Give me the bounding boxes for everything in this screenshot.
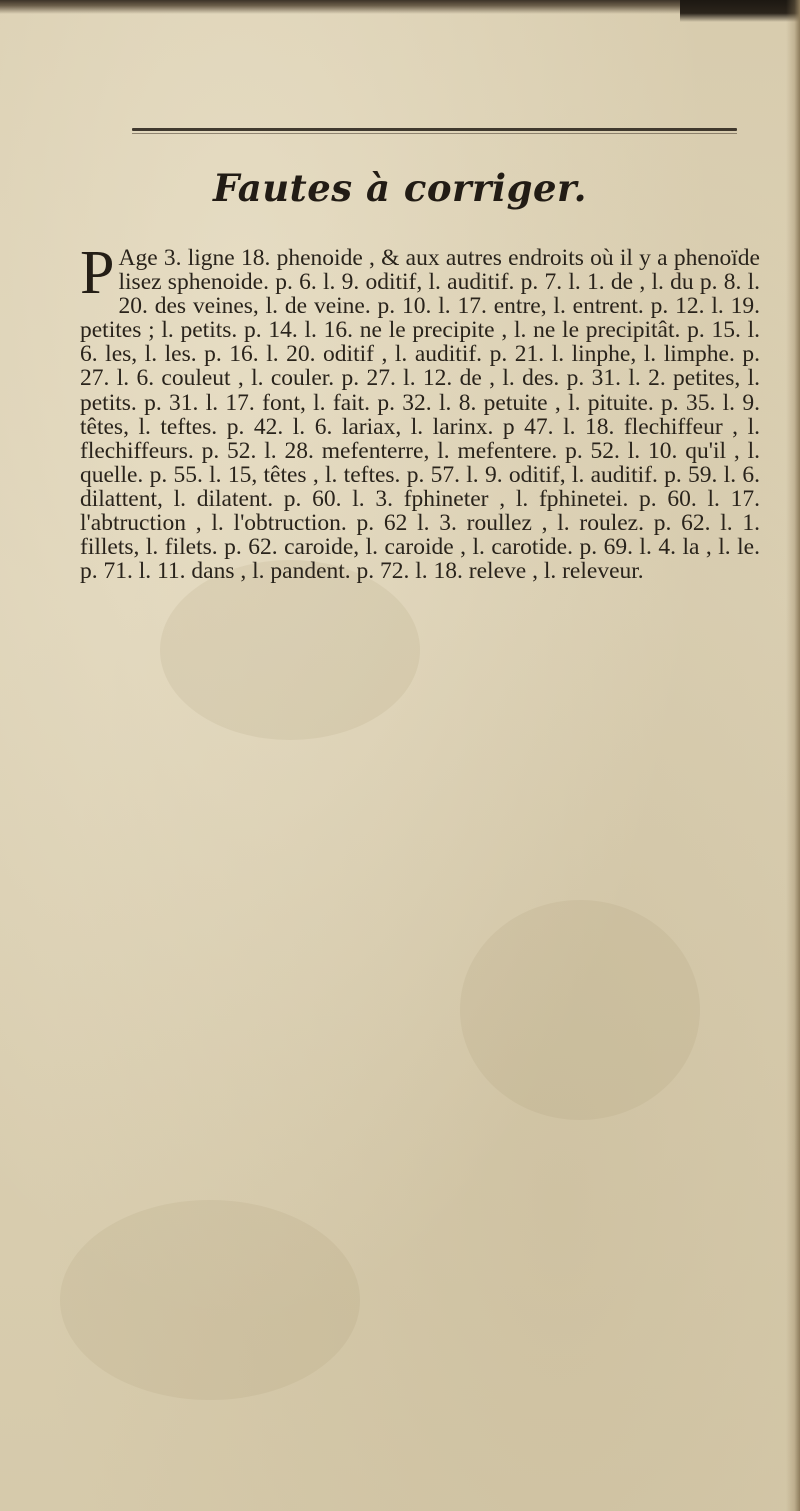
paper-stain [160, 560, 420, 740]
errata-text: Age 3. ligne 18. phenoide , & aux autres endroits où il y a phenoïde lisez sphenoide. p. 6. l. 9. oditif, l. auditif. p. 7. l. 1. de , l. du p. 8. l. 20. des veines, l. de veine. p. 10. l. 17. entre, l. entrent. p. 12. l. 19. petites ; l. petits. p. 14. l. 16. ne le precipite , l. ne le precipitât. p. 15. l. 6. les, l. les. p. 16. l. 20. oditif , l. auditif. p. 21. l. linphe, l. limphe. p. 27. l. 6. couleut , l. couler. p. 27. l. 12. de , l. des. p. 31. l. 2. petites, l. petits. p. 31. l. 17. font, l. fait. p. 32. l. 8. petuite , l. pituite. p. 35. l. 9. têtes, l. teftes. p. 42. l. 6. lariax, l. larinx. p 47. l. 18. flechiffeur , l. flechiffeurs. p. 52. l. 28. mefenterre, l. mefentere. p. 52. l. 10. qu'il , l. quelle. p. 55. l. 15, têtes , l. teftes. p. 57. l. 9. oditif, l. auditif. p. 59. l. 6. dilattent, l. dilatent. p. 60. l. 3. fphineter , l. fphinetei. p. 60. l. 17. l'abtruction , l. l'obtruction. p. 62 l. 3. roullez , l. roulez. p. 62. l. 1. fillets, l. filets. p. 62. caroide, l. caroide , l. carotide. p. 69. l. 4. la , l. le. p. 71. l. 11. dans , l. pandent. p. 72. l. 18. releve , l. releveur. [80, 245, 760, 585]
drop-cap: P [80, 239, 115, 307]
page-binding-edge [786, 0, 800, 1511]
paper-stain [60, 1200, 360, 1400]
header-rule-thin [132, 133, 737, 134]
paper-stain [460, 900, 700, 1120]
page-title: Fautes à corriger. [213, 166, 587, 210]
header-rule [132, 128, 737, 131]
page-corner-shadow [680, 0, 800, 22]
errata-paragraph [80, 239, 760, 585]
